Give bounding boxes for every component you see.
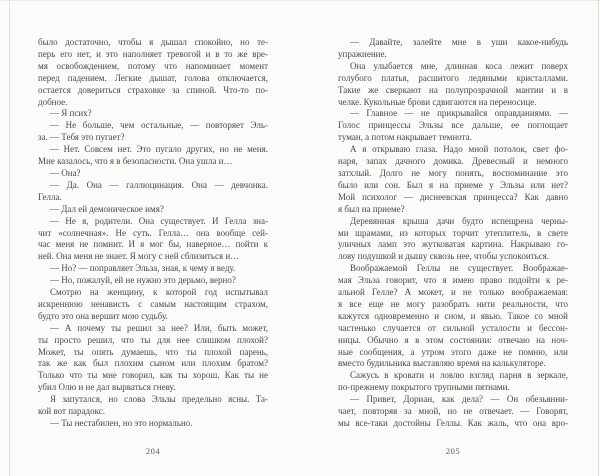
text-line: я был на приеме? bbox=[338, 203, 405, 214]
text-line: Мой психолог — диснеевская принцесса? Как давно bbox=[338, 191, 568, 202]
text-line: — Главное — не прикрывайся оправданиями. — bbox=[350, 108, 568, 119]
text-line: ницы. Обычно я в этом состоянии: отвечаю на ноч- bbox=[338, 334, 568, 345]
text-line: Она улыбается мне, длинная коса лежит поверх bbox=[350, 60, 568, 71]
text-line: было или сон. Был я на приеме у Эльзы или нет? bbox=[338, 179, 568, 190]
text-line: Голос принцессы Эльзы все дальше, ее поглощает bbox=[338, 120, 568, 131]
text-line: Гелла. bbox=[38, 191, 62, 202]
text-line: Мне казалось, что я в безопасности. Она ушла и… bbox=[38, 156, 233, 167]
text-line: туман, а потом накрывает темнота. bbox=[338, 132, 472, 143]
text-line: — А почему ты решил за нее? Или, быть может, bbox=[50, 322, 268, 333]
text-line: чит «солнечная». Не суть. Гелла… она вообще сей- bbox=[38, 227, 268, 238]
text-line: добное. bbox=[38, 96, 68, 107]
text-line: челке. Кукольные брови сдвигаются на переносице. bbox=[338, 96, 537, 107]
text-line: чает, повторяя за мной, но не отвечает. — Говорят, bbox=[338, 406, 568, 417]
right-page[interactable] bbox=[338, 0, 568, 476]
text-line: затхлый. Долго не могу понять, воспоминание это bbox=[338, 167, 568, 178]
text-line: — Она? bbox=[50, 167, 81, 178]
text-line: Только что ты мне говорил, как ты хорош. Как ты не bbox=[38, 370, 268, 381]
text-line: перед падением. Легкие дышат, голова отключается, bbox=[38, 72, 268, 83]
text-line: ней. Она меня не знает. Я могу с ней сблизиться и… bbox=[38, 251, 240, 262]
text-line: мя освобождением, потому что напоминает момент bbox=[38, 60, 268, 71]
text-line: убил Олю и не дал вырваться гневу. bbox=[38, 382, 176, 393]
text-line: упражнение. bbox=[338, 48, 387, 59]
text-line: — Дал ей демоническое имя? bbox=[50, 203, 164, 214]
text-line: за. — Тебя это пугает? bbox=[38, 132, 125, 143]
text-line: будто это она вершит мою судьбу. bbox=[38, 310, 168, 321]
text-line: мая Эльза говорит, что я имею право подойти к ре- bbox=[338, 275, 568, 286]
text-line: было достаточно, чтобы я дышал спокойно, но те- bbox=[38, 37, 268, 47]
text-line: уличных ламп это жутковатая картина. Накрываю го- bbox=[338, 239, 568, 250]
text-line: Воображаемой Геллы не существует. Воображае- bbox=[350, 263, 568, 274]
text-line: наря, запах дачного домика. Древесный и немного bbox=[338, 156, 568, 167]
page-edge-line bbox=[9, 0, 10, 476]
right-page-number: 205 bbox=[445, 446, 461, 456]
text-line: — Но? — поправляет Эльза, зная, к чему я веду. bbox=[50, 263, 236, 274]
text-line: кажутся одновременно и сном, и явью. Такое со мной bbox=[338, 310, 568, 321]
text-line: Такие же сверкают на полупрозрачной мантии и в bbox=[338, 84, 568, 95]
text-line: — Не я, родители. Она существует. И Гелла зна- bbox=[50, 215, 268, 226]
right-page-text bbox=[338, 37, 568, 430]
text-line: по-прежнему покрытого трупными пятнами. bbox=[338, 382, 510, 393]
text-line: — Давайте, залейте мне в уши какое-нибудь bbox=[350, 37, 568, 47]
text-line: искреннюю ненависть с самым настоящим страхом, bbox=[38, 298, 268, 309]
text-line: Может, ты опять думаешь, что ты плохой парень, bbox=[38, 346, 268, 357]
text-line: — Да. Она — галлюцинация. Она — девчонка. bbox=[50, 179, 268, 190]
text-line: Деревянная крыша дачи будто испещрена черны- bbox=[350, 215, 568, 226]
text-line: — Но, пожалуй, ей не нужно это дерьмо, верно? bbox=[50, 275, 236, 286]
text-line: вместо будильника выставляю время на калькуляторе. bbox=[338, 358, 546, 369]
text-line: остается довериться страховке за спиной. Что-то по- bbox=[38, 84, 268, 95]
text-line: — Привет, Дориан, как дела? — Он обезьянни- bbox=[350, 394, 568, 405]
text-line: так же как был плохим сыном или плохим братом? bbox=[38, 358, 268, 369]
text-line: кой вот парадокс. bbox=[38, 406, 106, 417]
text-line: голубого платья, расшитого ледяными кристаллами. bbox=[338, 72, 568, 83]
text-line: ты просто решил, что ты для нее слишком плохой? bbox=[38, 334, 268, 345]
left-page-text bbox=[38, 37, 268, 430]
text-line: А я открываю глаза. Надо мной потолок, свет фо- bbox=[350, 144, 568, 155]
text-line: — Я псих? bbox=[50, 108, 92, 119]
text-line: час меня не помнит. И я мог бы, наверное… пойти к bbox=[38, 239, 268, 250]
text-line: ми шрамами, из которых торчит утеплитель, в свете bbox=[338, 227, 568, 238]
text-line: частенько случается от сильной усталости и бессон- bbox=[338, 322, 568, 333]
left-page-number: 204 bbox=[145, 446, 161, 456]
text-line: я все еще не могу разобрать нити реальности, что bbox=[338, 298, 568, 309]
text-line: альной Гелле? А может, и не только воображаемая: bbox=[338, 287, 568, 298]
text-line: лову подушкой и дышу сквозь нее, чтобы успокоиться. bbox=[338, 251, 550, 262]
text-line: Сажусь в кровати и ловлю взгляд парня в зеркале, bbox=[350, 370, 568, 381]
text-line: перь его нет, и это наполняет тревогой и в то же вре- bbox=[38, 48, 268, 59]
text-line: — Нет. Совсем нет. Это пугало других, но не меня. bbox=[50, 144, 268, 155]
text-line: мы все-таки достойны Геллы. Как жаль, что она вро- bbox=[338, 418, 568, 428]
text-line: Смотрю на женщину, к которой год испытывал bbox=[50, 287, 268, 298]
text-line: — Не больше, чем остальные, — повторяет Эль- bbox=[50, 120, 268, 131]
left-page[interactable] bbox=[38, 0, 268, 476]
right-edge-hairline bbox=[598, 0, 599, 476]
text-line: Я запутался, но слова Эльзы предельно ясны. Та- bbox=[50, 394, 268, 405]
text-line: — Ты нестабилен, но это нормально. bbox=[50, 418, 193, 428]
text-line: ные сообщения, а утром этого даже не помню, или bbox=[338, 346, 568, 357]
